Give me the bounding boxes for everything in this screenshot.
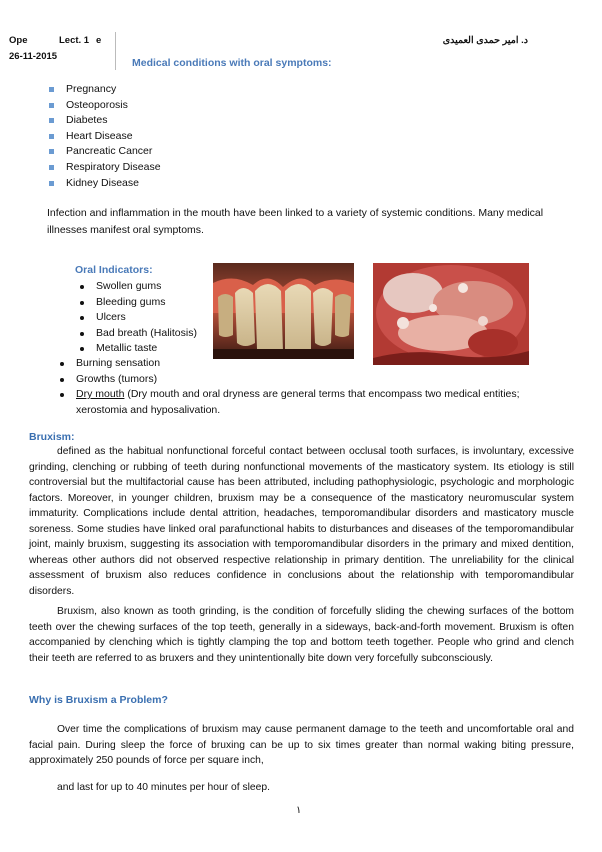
problem-paragraph-1: Over time the complications of bruxism may cause permanent damage to the teeth and uncomfortable oral and facial pain. During sleep the force of bruxing can be up to six times greater than normal waking biting pressure, approximately 250 pounds of force per square inch, <box>29 724 574 766</box>
list-item: Metallic taste <box>78 341 197 357</box>
list-item: Osteoporosis <box>46 98 161 114</box>
swollen-gums-image <box>213 263 354 359</box>
list-item: Swollen gums <box>78 279 197 295</box>
course-code: Ope <box>9 35 28 46</box>
section-title: Medical conditions with oral symptoms: <box>132 57 332 69</box>
author-name: د. امير حمدى العميدى <box>442 35 528 46</box>
list-item: Kidney Disease <box>46 176 161 192</box>
bruxism-paragraph-2: Bruxism, also known as tooth grinding, is the condition of forcefully sliding the chewing surfaces of the bottom teeth over the chewing surfaces of the top teeth, generally in a sideways, back-and-forth movement. Bruxism is often accompanied by clenching which is tightly clamping the top and bottom teeth together. People who grind and clench their teeth are referred to as bruxers and they unintentionally bite down very forcefully subconsciously. <box>29 606 574 664</box>
list-item: Growths (tumors) <box>58 372 558 388</box>
header-divider <box>115 32 116 70</box>
page-number: ١ <box>296 805 302 816</box>
intro-paragraph: Infection and inflammation in the mouth have been linked to a variety of systemic conditions. Many medical illnesses manifest oral symptoms. <box>47 207 544 236</box>
swollen-gums-photo <box>213 263 354 359</box>
dry-mouth-description: (Dry mouth and oral dryness are general terms that encompass two medical entities; xerostomia and hyposalivation. <box>76 388 520 416</box>
list-item: Burning sensation <box>58 356 558 372</box>
list-item: Pancreatic Cancer <box>46 144 161 160</box>
list-item: Pregnancy <box>46 82 161 98</box>
bruxism-heading: Bruxism: <box>29 431 75 443</box>
conditions-list <box>46 82 161 191</box>
list-item: Ulcers <box>78 310 197 326</box>
header-suffix: e <box>96 35 102 46</box>
list-item: Bleeding gums <box>78 295 197 311</box>
oral-indicators-extra-list <box>58 356 558 418</box>
list-item: Diabetes <box>46 113 161 129</box>
bruxism-paragraph-1: defined as the habitual nonfunctional forceful contact between occlusal tooth surfaces, is involuntary, excessive grinding, clenching or rubbing of teeth during nonfunctional movements of the masticatory system. Its etiology is still controversial but the multifactorial cause has been attributed, including pathophysiologic, psychologic and morphologic factors. Moreover, in younger children, bruxism may be a consequence of the masticatory neuromuscular system immaturity. Complications include dental attrition, headaches, temporomandibular disorders and masticatory muscle soreness. Some studies have linked oral parafunctional habits to disturbances and diseases of the temporomandibular joint, mainly bruxism, suggesting its association with temporomandibular disorders in the primary and mixed dentition, whereas other authors did not observed respective relationship in primary dentition. The unreliability for the clinical assessment of bruxism also reduces confidence in conclusions about the relationship with temporomandibular disorders. <box>29 446 574 597</box>
oral-lesion-photo <box>373 263 529 365</box>
problem-heading: Why is Bruxism a Problem? <box>29 694 168 706</box>
oral-indicators-list <box>78 279 197 357</box>
list-item <box>58 387 558 418</box>
list-item: Heart Disease <box>46 129 161 145</box>
list-item: Bad breath (Halitosis) <box>78 326 197 342</box>
lecture-date: 26-11-2015 <box>9 51 58 62</box>
oral-lesion-image <box>373 263 529 365</box>
list-item: Respiratory Disease <box>46 160 161 176</box>
dry-mouth-link[interactable]: Dry mouth <box>76 388 125 400</box>
lecture-number: Lect. 1 <box>59 35 90 46</box>
problem-paragraph-2: and last for up to 40 minutes per hour of sleep. <box>57 782 270 793</box>
oral-indicators-title: Oral Indicators: <box>75 264 153 276</box>
